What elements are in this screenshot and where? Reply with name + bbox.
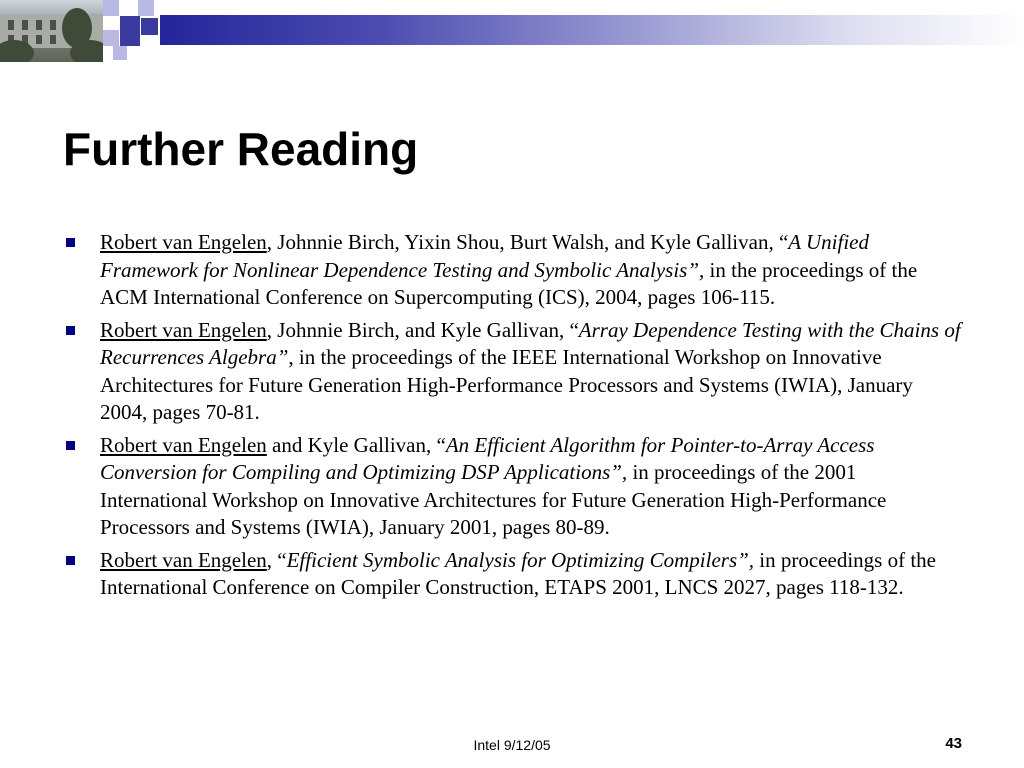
reference-item <box>62 547 962 602</box>
campus-building-photo <box>0 0 103 62</box>
reference-title: Efficient Symbolic Analysis for Optimizing Compilers”, <box>286 547 755 572</box>
reference-authors: , “ <box>266 547 287 572</box>
reference-title: An Efficient Algorithm for Pointer-to-Array Access Conversion for Compiling and Optimizing DSP Applications”, <box>100 432 875 484</box>
square-bullet-icon <box>66 556 75 565</box>
author-link[interactable]: Robert van Engelen <box>100 432 267 457</box>
reference-authors: , Johnnie Birch, and Kyle Gallivan, “ <box>266 317 579 342</box>
decor-square <box>103 30 119 46</box>
square-bullet-icon <box>66 238 75 247</box>
reference-venue: , in the proceedings of the IEEE International Workshop on Innovative Architectures for Future Generation High-Performance Processors and Systems (IWIA), January 2004, pages 70-81. <box>100 345 913 424</box>
decor-square <box>103 0 119 16</box>
reference-title: A Unified Framework for Nonlinear Dependence Testing and Symbolic Analysis”, <box>100 230 869 282</box>
reference-authors: and Kyle Gallivan, “ <box>266 432 446 457</box>
square-bullet-icon <box>66 441 75 450</box>
reference-item <box>62 432 962 542</box>
decor-square <box>120 16 140 46</box>
decor-square <box>141 18 158 35</box>
decor-square <box>138 0 154 16</box>
author-link[interactable]: Robert van Engelen <box>100 547 267 572</box>
reference-list <box>62 229 962 607</box>
reference-item <box>62 317 962 427</box>
slide-title: Further Reading <box>63 123 419 175</box>
reference-title: Array Dependence Testing with the Chains of Recurrences Algebra” <box>100 317 961 369</box>
square-bullet-icon <box>66 326 75 335</box>
header-gradient-bar <box>160 15 1024 45</box>
reference-item <box>62 229 962 312</box>
author-link[interactable]: Robert van Engelen <box>100 230 267 254</box>
page-number: 43 <box>945 735 962 752</box>
footer-label: Intel 9/12/05 <box>473 737 551 753</box>
reference-venue: in proceedings of the International Conference on Compiler Construction, ETAPS 2001, LNCS 2027, pages 118-132. <box>100 547 936 599</box>
decor-square <box>113 46 127 60</box>
author-link[interactable]: Robert van Engelen <box>100 317 267 342</box>
reference-venue: in the proceedings of the ACM International Conference on Supercomputing (ICS), 2004, pages 106-115. <box>100 257 918 309</box>
reference-authors: , Johnnie Birch, Yixin Shou, Burt Walsh, and Kyle Gallivan, “ <box>266 230 789 254</box>
reference-venue: in proceedings of the 2001 International Workshop on Innovative Architectures for Future Generation High-Performance Processors and Systems (IWIA), January 2001, pages 80-89. <box>100 460 887 539</box>
